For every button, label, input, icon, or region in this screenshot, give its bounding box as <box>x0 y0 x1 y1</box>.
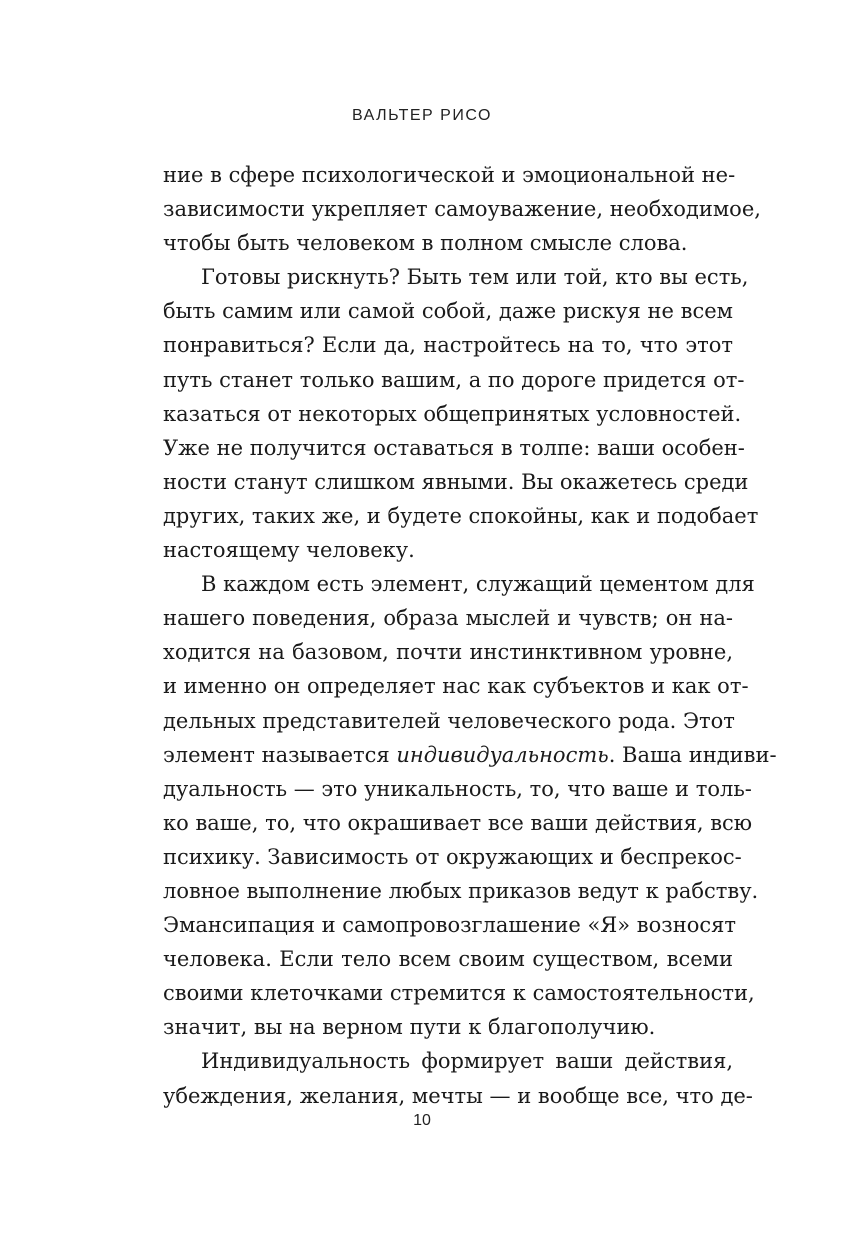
text-line: других, таких же, и будете спокойны, как и подобает <box>163 503 759 528</box>
text-line: убеждения, желания, мечты — и вообще все, что де- <box>163 1083 753 1108</box>
text-line: казаться от некоторых общепринятых условностей. <box>163 401 742 426</box>
text-line <box>163 738 777 772</box>
text-line: ние в сфере психологической и эмоциональной не- <box>163 163 736 187</box>
text-line: своими клеточками стремится к самостоятельности, <box>163 981 755 1006</box>
emphasized-term: индивидуальность <box>396 742 609 767</box>
text-line: ходится на базовом, почти инстинктивном уровне, <box>163 640 733 665</box>
text-line: дуальность — это уникальность, то, что ваше и толь- <box>163 776 752 801</box>
text-line: и именно он определяет нас как субъектов и как от- <box>163 674 749 699</box>
text-line: психику. Зависимость от окружающих и беспрекос- <box>163 844 742 869</box>
text-line: ловное выполнение любых приказов ведут к рабству. <box>163 878 759 903</box>
text-line: человека. Если тело всем своим существом, всеми <box>163 947 733 972</box>
page-number: 10 <box>413 1112 431 1129</box>
text-line: быть самим или самой собой, даже рискуя не всем <box>163 299 733 324</box>
text-fragment: элемент называется <box>163 742 397 767</box>
text-line: В каждом есть элемент, служащий цементом для <box>201 572 755 597</box>
text-line: зависимости укрепляет самоуважение, необходимое, <box>163 197 761 222</box>
text-line: настоящему человеку. <box>163 538 415 563</box>
running-head: ВАЛЬТЕР РИСО <box>352 107 492 124</box>
text-line: ности станут слишком явными. Вы окажетесь среди <box>163 469 749 494</box>
text-line: нашего поведения, образа мыслей и чувств; он на- <box>163 606 733 631</box>
text-line: Уже не получится оставаться в толпе: ваши особен- <box>163 435 745 460</box>
body-text <box>163 158 777 1113</box>
text-line: понравиться? Если да, настройтесь на то, что этот <box>163 333 733 358</box>
text-line: чтобы быть человеком в полном смысле слова. <box>163 231 688 256</box>
text-line: Готовы рискнуть? Быть тем или той, кто вы есть, <box>201 265 749 290</box>
text-line: ко ваше, то, что окрашивает все ваши действия, всю <box>163 810 753 835</box>
text-line: Эмансипация и самопровозглашение «Я» возносят <box>163 913 736 938</box>
text-line: путь станет только вашим, а по дороге придется от- <box>163 367 745 392</box>
text-fragment: . Ваша индиви- <box>608 742 777 767</box>
text-line: значит, вы на верном пути к благополучию. <box>163 1015 656 1040</box>
text-line: дельных представителей человеческого рода. Этот <box>163 708 735 733</box>
text-line: Индивидуальность формирует ваши действия, <box>201 1049 733 1074</box>
